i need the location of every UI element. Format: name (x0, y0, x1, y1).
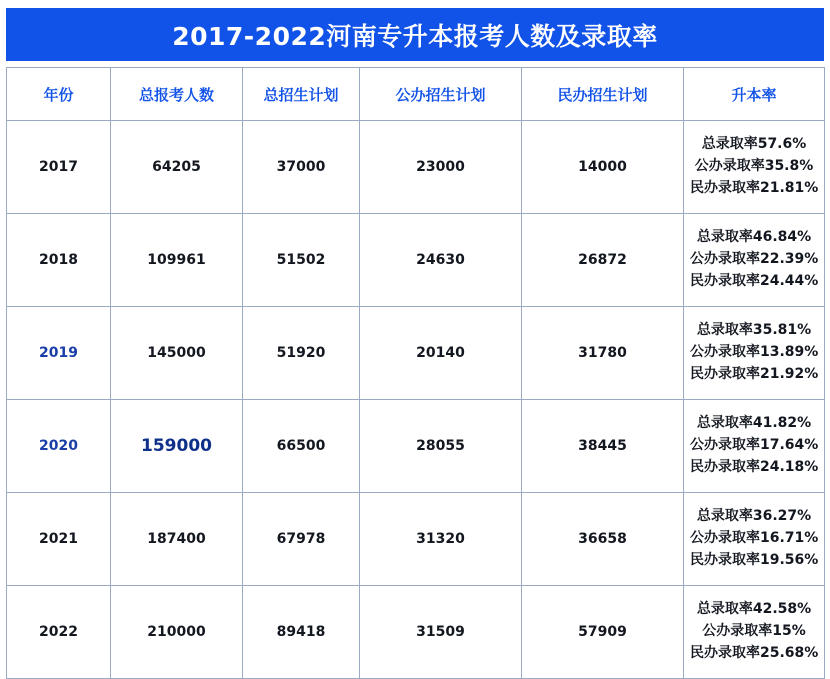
rate-private: 民办录取率19.56% (690, 551, 819, 568)
cell-year: 2018 (7, 214, 111, 307)
cell-public-plan: 23000 (360, 121, 522, 214)
column-header-public-plan: 公办招生计划 (360, 68, 522, 121)
table-row (7, 307, 825, 400)
cell-year: 2022 (7, 586, 111, 679)
admission-statistics-table (6, 67, 825, 679)
cell-admission-rate (684, 586, 825, 679)
cell-total-applicants: 64205 (111, 121, 243, 214)
rate-total: 总录取率46.84% (696, 229, 812, 246)
table-row (7, 214, 825, 307)
rate-private: 民办录取率21.92% (690, 365, 819, 382)
cell-public-plan: 31509 (360, 586, 522, 679)
column-header-admission-rate: 升本率 (684, 68, 825, 121)
cell-total-plan: 37000 (243, 121, 360, 214)
cell-private-plan: 36658 (522, 493, 684, 586)
column-header-total-plan: 总招生计划 (243, 68, 360, 121)
cell-admission-rate (684, 121, 825, 214)
table-row (7, 586, 825, 679)
cell-year: 2019 (7, 307, 111, 400)
cell-year: 2017 (7, 121, 111, 214)
rate-private: 民办录取率21.81% (690, 179, 819, 196)
cell-admission-rate (684, 493, 825, 586)
rate-total: 总录取率57.6% (701, 136, 807, 153)
rate-public: 公办录取率35.8% (694, 158, 814, 175)
cell-admission-rate (684, 307, 825, 400)
cell-private-plan: 38445 (522, 400, 684, 493)
column-header-private-plan: 民办招生计划 (522, 68, 684, 121)
cell-total-applicants: 109961 (111, 214, 243, 307)
rate-total: 总录取率35.81% (696, 322, 812, 339)
rate-private: 民办录取率25.68% (690, 644, 819, 661)
cell-private-plan: 14000 (522, 121, 684, 214)
table-row (7, 493, 825, 586)
table-header (7, 68, 825, 121)
rate-public: 公办录取率16.71% (690, 530, 819, 547)
cell-total-plan: 51920 (243, 307, 360, 400)
page-title-bar (6, 8, 824, 61)
table-body (7, 121, 825, 679)
cell-total-plan: 67978 (243, 493, 360, 586)
cell-admission-rate (684, 214, 825, 307)
table-row (7, 400, 825, 493)
cell-public-plan: 31320 (360, 493, 522, 586)
cell-total-plan: 89418 (243, 586, 360, 679)
cell-total-applicants: 159000 (111, 400, 243, 493)
rate-total: 总录取率42.58% (696, 601, 812, 618)
cell-private-plan: 26872 (522, 214, 684, 307)
cell-year: 2021 (7, 493, 111, 586)
cell-total-applicants: 210000 (111, 586, 243, 679)
cell-total-plan: 66500 (243, 400, 360, 493)
table-row (7, 121, 825, 214)
rate-total: 总录取率41.82% (696, 415, 812, 432)
rate-public: 公办录取率22.39% (690, 251, 819, 268)
table-header-row (7, 68, 825, 121)
rate-public: 公办录取率15% (702, 623, 806, 640)
cell-public-plan: 20140 (360, 307, 522, 400)
cell-private-plan: 57909 (522, 586, 684, 679)
cell-year: 2020 (7, 400, 111, 493)
column-header-year: 年份 (7, 68, 111, 121)
cell-total-plan: 51502 (243, 214, 360, 307)
cell-admission-rate (684, 400, 825, 493)
cell-private-plan: 31780 (522, 307, 684, 400)
rate-public: 公办录取率13.89% (690, 344, 819, 361)
cell-public-plan: 28055 (360, 400, 522, 493)
cell-public-plan: 24630 (360, 214, 522, 307)
page-title: 2017-2022河南专升本报考人数及录取率 (172, 21, 658, 51)
rate-total: 总录取率36.27% (696, 508, 812, 525)
column-header-total-applicants: 总报考人数 (111, 68, 243, 121)
cell-total-applicants: 187400 (111, 493, 243, 586)
cell-total-applicants: 145000 (111, 307, 243, 400)
rate-private: 民办录取率24.18% (690, 458, 819, 475)
rate-private: 民办录取率24.44% (690, 272, 819, 289)
rate-public: 公办录取率17.64% (690, 437, 819, 454)
